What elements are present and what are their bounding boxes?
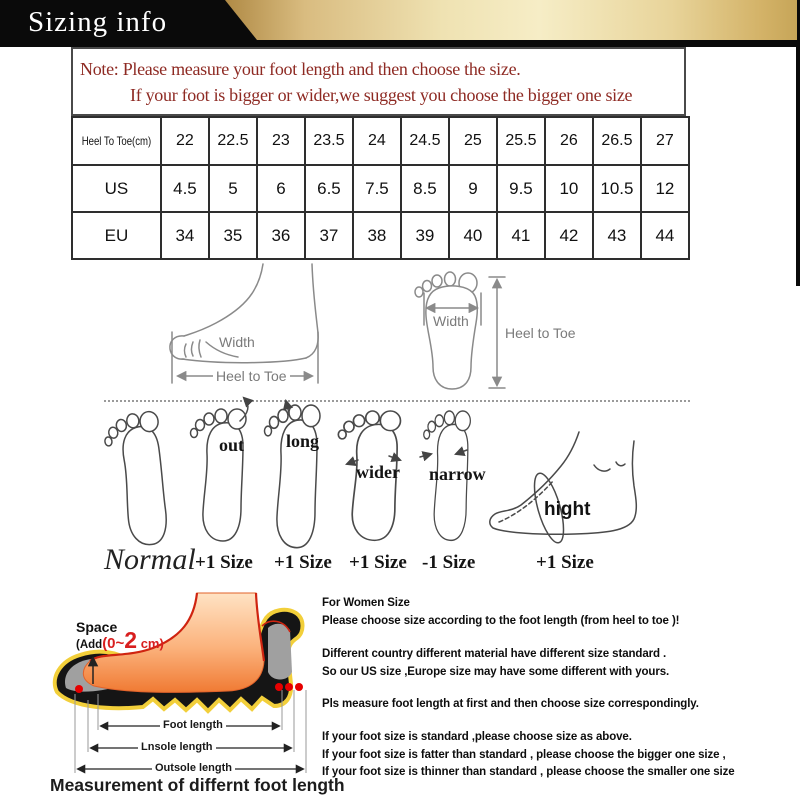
size-cell: 24.5: [401, 117, 449, 165]
foot-out: [191, 409, 247, 541]
foot-length-label: Foot length: [160, 719, 226, 731]
info-line: Please choose size according to the foot length (from heel to toe )!: [322, 614, 680, 627]
space-label: Space: [76, 619, 118, 635]
foot-measure-diagrams: [64, 264, 694, 404]
table-row-us: [72, 165, 689, 212]
outsole-length-label: Outsole length: [152, 762, 235, 774]
insole-length-label: Lnsole length: [138, 741, 216, 753]
right-edge-strip: [796, 40, 800, 286]
foot-hight: [490, 432, 637, 546]
info-line: For Women Size: [322, 597, 410, 609]
info-line: Pls measure foot length at first and then choose size correspondingly.: [322, 698, 699, 710]
banner-gold-ribbon: [225, 0, 797, 40]
size-cell: 24: [353, 117, 401, 165]
size-cell: 23: [257, 117, 305, 165]
size-cell: 26: [545, 117, 593, 165]
foot-tag-hight: hight: [544, 499, 591, 520]
size-cell: 10: [545, 165, 593, 212]
foot-tag-long: long: [286, 431, 320, 451]
size-cell: 40: [449, 212, 497, 259]
size-label-normal: Normal: [104, 543, 196, 576]
size-label-long: +1 Size: [274, 552, 332, 573]
size-chart-table: [71, 116, 690, 260]
row-label-us: US: [72, 165, 161, 212]
foot-normal: [102, 410, 175, 548]
info-group-4: [322, 729, 735, 782]
row-label: Heel To Toe(cm): [81, 134, 152, 148]
info-group-1: [322, 595, 679, 630]
foot-tag-wider: wider: [356, 462, 400, 482]
size-cell: 34: [161, 212, 209, 259]
size-cell: 35: [209, 212, 257, 259]
size-cell: 6.5: [305, 165, 353, 212]
table-row-heel-to-toe: [72, 117, 689, 165]
size-cell: 6: [257, 165, 305, 212]
size-cell: 23.5: [305, 117, 353, 165]
note-line-1: Note: Please measure your foot length and then choose the size.: [80, 59, 521, 79]
size-label-narrow: -1 Size: [422, 552, 476, 573]
size-cell: 9: [449, 165, 497, 212]
size-cell: 36: [257, 212, 305, 259]
add-unit: cm): [137, 636, 164, 651]
table-row-eu: [72, 212, 689, 259]
info-group-3: [322, 696, 699, 714]
size-cell: 4.5: [161, 165, 209, 212]
shoe-measure-diagram: [30, 593, 320, 783]
size-cell: 43: [593, 212, 641, 259]
info-line: So our US size ,Europe size may have some different with yours.: [322, 665, 670, 678]
size-cell: 5: [209, 165, 257, 212]
foot-long: [265, 405, 321, 548]
info-line: If your foot size is standard ,please choose size as above.: [322, 731, 632, 743]
info-group-2: [322, 646, 669, 681]
insole-heel: [268, 624, 292, 680]
size-cell: 26.5: [593, 117, 641, 165]
row-label-cell: [72, 117, 161, 165]
size-cell: 7.5: [353, 165, 401, 212]
info-line: If your foot size is fatter than standard , please choose the bigger one size ,: [322, 748, 726, 761]
size-cell: 44: [641, 212, 689, 259]
side-foot-drawing: [170, 264, 318, 383]
row-label-eu: EU: [72, 212, 161, 259]
add-range-big: 2: [124, 627, 138, 653]
top-heel-to-toe-label: Heel to Toe: [505, 325, 576, 341]
foot-tag-narrow: narrow: [429, 464, 486, 484]
size-cell: 39: [401, 212, 449, 259]
size-cell: 22.5: [209, 117, 257, 165]
size-cell: 38: [353, 212, 401, 259]
size-cell: 25: [449, 117, 497, 165]
footprint-drawing: [415, 272, 505, 389]
size-label-wider: +1 Size: [349, 552, 407, 573]
size-cell: 22: [161, 117, 209, 165]
size-cell: 8.5: [401, 165, 449, 212]
size-cell: 12: [641, 165, 689, 212]
size-cell: 41: [497, 212, 545, 259]
top-width-label: Width: [430, 313, 472, 329]
size-label-out: +1 Size: [195, 552, 253, 573]
info-line: Different country different material have different size standard .: [322, 648, 667, 660]
size-cell: 9.5: [497, 165, 545, 212]
space-annotation: [76, 621, 164, 652]
size-cell: 25.5: [497, 117, 545, 165]
foot-tag-out: out: [219, 435, 245, 455]
side-width-label: Width: [219, 334, 255, 350]
size-cell: 10.5: [593, 165, 641, 212]
note-line-2: If your foot is bigger or wider,we suggest you choose the bigger one size: [130, 85, 633, 105]
size-cell: 42: [545, 212, 593, 259]
banner: [0, 0, 800, 47]
size-label-hight: +1 Size: [536, 552, 594, 573]
add-label: (Add: [76, 639, 103, 651]
info-line: If your foot size is thinner than standard , please choose the smaller one size: [322, 766, 735, 778]
add-range: (0~: [102, 635, 125, 652]
size-cell: 37: [305, 212, 353, 259]
side-heel-to-toe-label: Heel to Toe: [213, 368, 290, 384]
note-box: [71, 47, 686, 116]
page-title: Sizing info: [28, 6, 168, 38]
size-cell: 27: [641, 117, 689, 165]
bottom-caption: Measurement of differnt foot length: [50, 775, 345, 795]
